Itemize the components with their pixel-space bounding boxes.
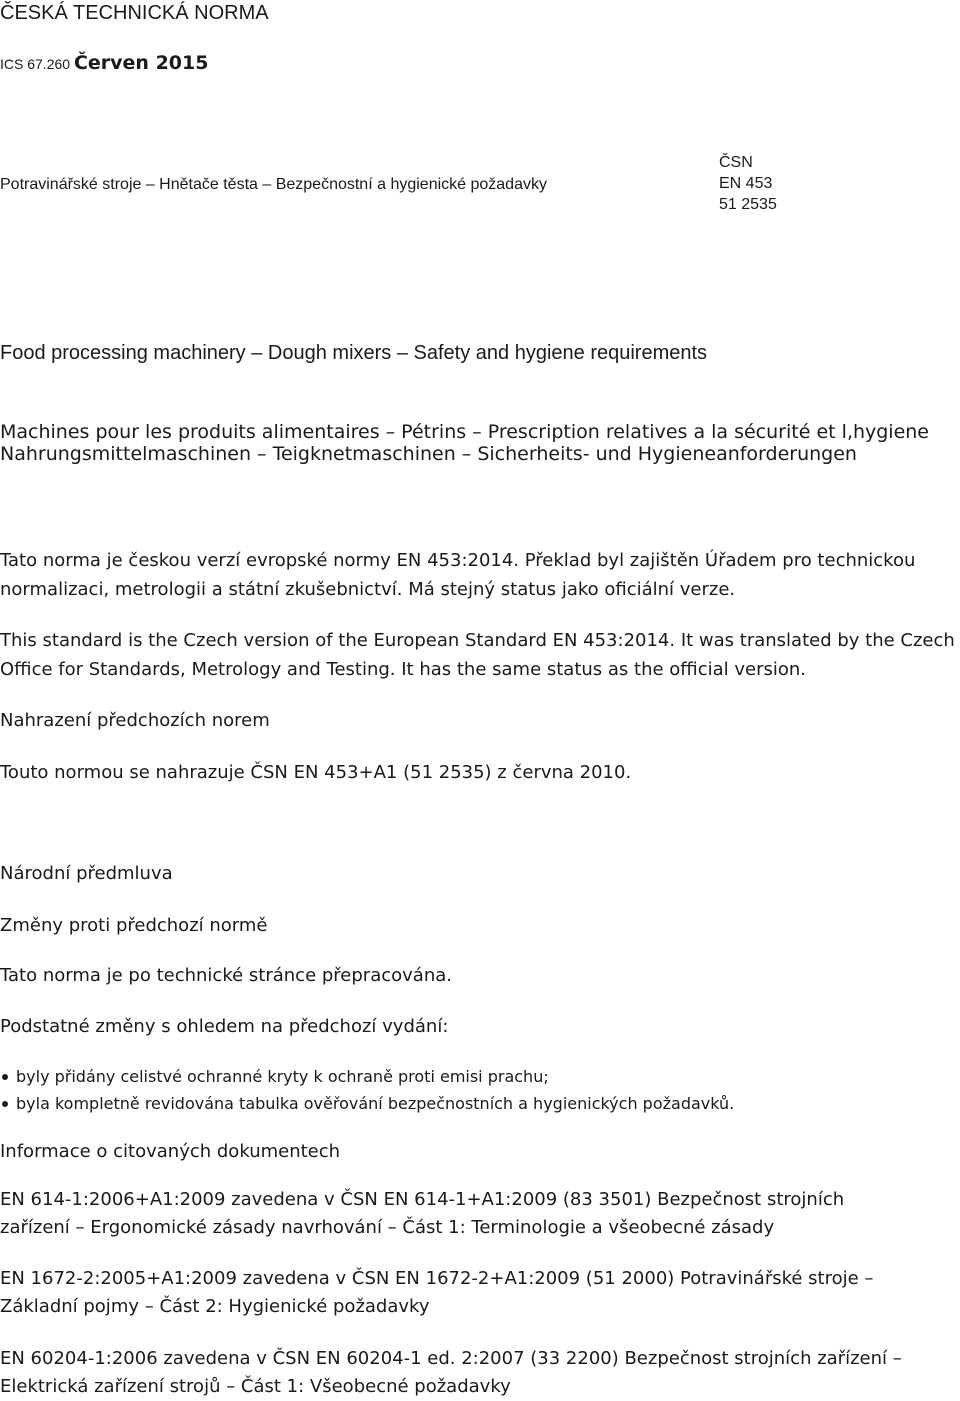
heading-national-foreword: Národní předmluva bbox=[0, 863, 173, 884]
cited-reference bbox=[0, 1345, 902, 1401]
reference-line: EN 614-1:2006+A1:2009 zavedena v ČSN EN 614-1+A1:2009 (83 3501) Bezpečnost strojních bbox=[0, 1189, 845, 1210]
bullet-icon bbox=[2, 1074, 8, 1080]
title-german: Nahrungsmittelmaschinen – Teigknetmaschinen – Sicherheits- und Hygieneanforderungen bbox=[0, 443, 857, 465]
standard-designation bbox=[719, 152, 777, 215]
list-item-text: byla kompletně revidována tabulka ověřování bezpečnostních a hygienických požadavků. bbox=[16, 1094, 735, 1113]
paragraph-english-version: This standard is the Czech version of the European Standard EN 453:2014. It was translated by the Czech Office for Standards, Metrology and Testing. It has the same status as the official version. bbox=[0, 630, 955, 680]
reference-line: EN 1672-2:2005+A1:2009 zavedena v ČSN EN 1672-2+A1:2009 (51 2000) Potravinářské stroje – bbox=[0, 1268, 874, 1289]
heading-replacement: Nahrazení předchozích norem bbox=[0, 710, 270, 731]
document-header-title: ČESKÁ TECHNICKÁ NORMA bbox=[0, 2, 269, 24]
ics-line bbox=[0, 52, 208, 74]
title-english: Food processing machinery – Dough mixers – Safety and hygiene requirements bbox=[0, 342, 708, 364]
designation-class-number: 51 2535 bbox=[719, 196, 777, 213]
list-item bbox=[0, 1063, 734, 1090]
list-item-text: byly přidány celistvé ochranné kryty k ochraně proti emisi prachu; bbox=[16, 1067, 549, 1086]
ics-code: ICS 67.260 bbox=[0, 56, 71, 72]
revised-text: Tato norma je po technické stránce přepracována. bbox=[0, 965, 452, 986]
heading-cited-documents: Informace o citovaných dokumentech bbox=[0, 1141, 341, 1162]
reference-line: Základní pojmy – Část 2: Hygienické požadavky bbox=[0, 1296, 430, 1317]
paragraph-czech-version: Tato norma je českou verzí evropské normy EN 453:2014. Překlad byl zajištěn Úřadem pro technickou normalizaci, metrologii a státní zkušebnictví. Má stejný status jako oficiální verze. bbox=[0, 550, 916, 600]
reference-line: Elektrická zařízení strojů – Část 1: Všeobecné požadavky bbox=[0, 1376, 511, 1397]
cited-reference bbox=[0, 1186, 844, 1242]
title-czech: Potravinářské stroje – Hnětače těsta – Bezpečnostní a hygienické požadavky bbox=[0, 176, 547, 193]
cited-reference bbox=[0, 1265, 873, 1321]
publication-date: Červen 2015 bbox=[73, 52, 209, 74]
designation-en-number: EN 453 bbox=[719, 175, 773, 192]
changes-list bbox=[0, 1063, 734, 1117]
reference-line: EN 60204-1:2006 zavedena v ČSN EN 60204-1 ed. 2:2007 (33 2200) Bezpečnost strojních zařízení – bbox=[0, 1348, 902, 1369]
bullet-icon bbox=[2, 1101, 8, 1107]
replacement-text: Touto normou se nahrazuje ČSN EN 453+A1 (51 2535) z června 2010. bbox=[0, 762, 632, 783]
designation-csn: ČSN bbox=[719, 154, 753, 171]
reference-line: zařízení – Ergonomické zásady navrhování – Část 1: Terminologie a všeobecné zásady bbox=[0, 1217, 775, 1238]
list-item bbox=[0, 1090, 734, 1117]
heading-changes: Změny proti předchozí normě bbox=[0, 915, 268, 936]
title-french: Machines pour les produits alimentaires – Pétrins – Prescription relatives a la sécurité et l‚hygiene bbox=[0, 421, 929, 443]
heading-substantial-changes: Podstatné změny s ohledem na předchozí vydání: bbox=[0, 1016, 449, 1037]
